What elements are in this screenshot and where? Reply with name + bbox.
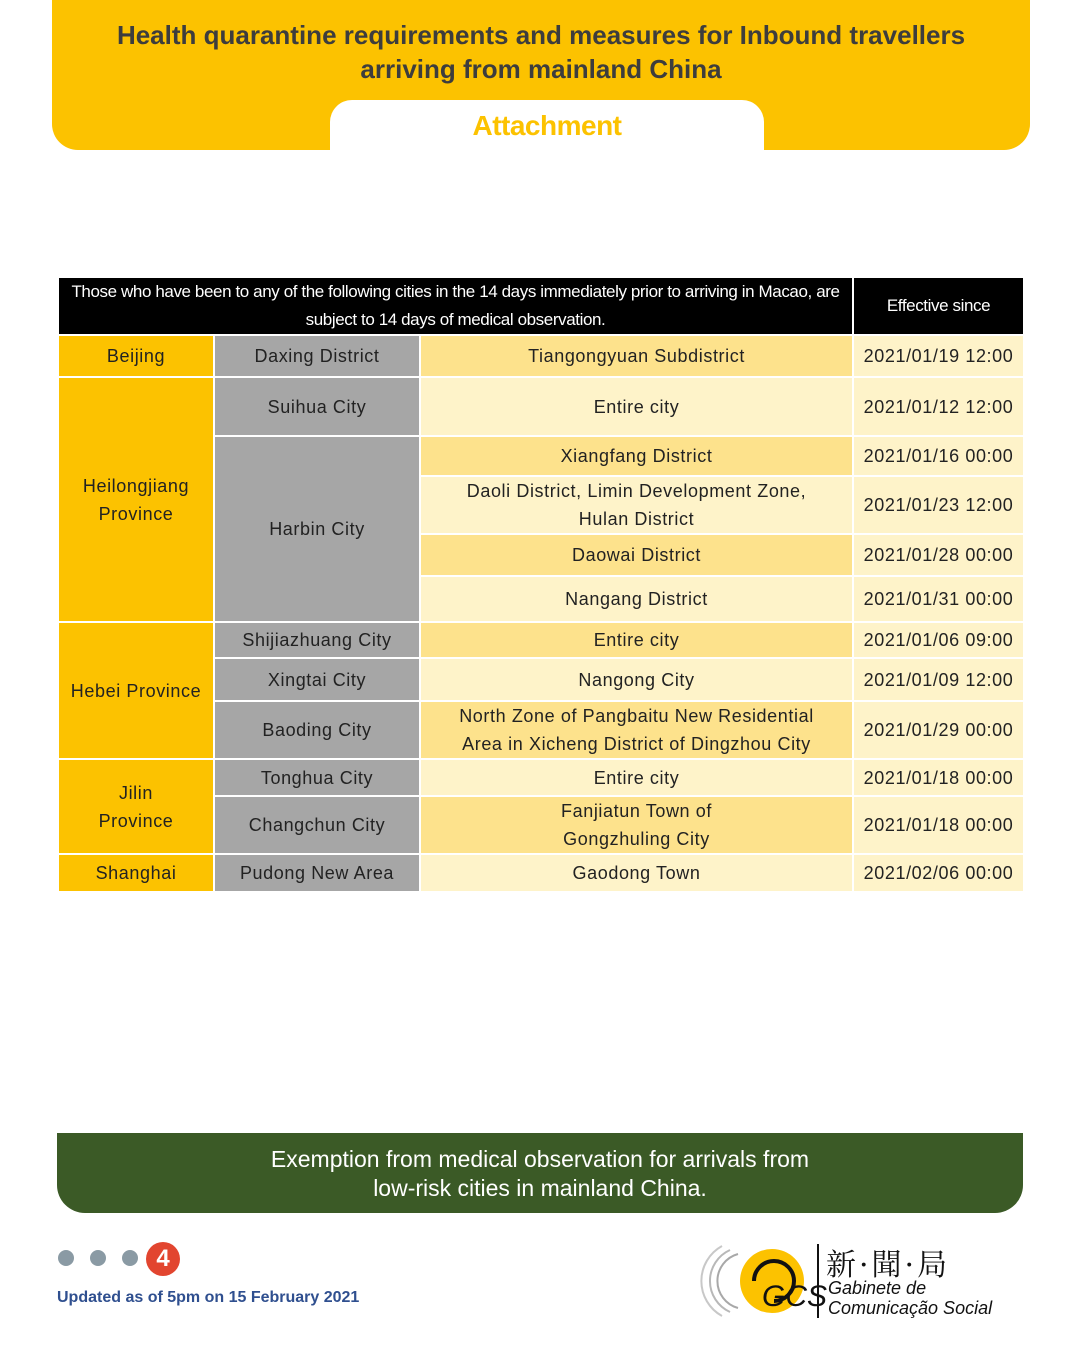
city-cell: Xingtai City: [214, 658, 420, 701]
table-header-row: [58, 277, 1024, 335]
updated-note: Updated as of 5pm on 15 February 2021: [57, 1289, 360, 1306]
area-line-1: Fanjiatun Town of: [561, 801, 712, 821]
effective-cell: 2021/01/28 00:00: [853, 534, 1024, 576]
attachment-label: Attachment: [472, 110, 622, 141]
area-cell: [420, 701, 853, 759]
area-line-2: Area in Xicheng District of Dingzhou City: [462, 734, 811, 754]
effective-cell: 2021/02/06 00:00: [853, 854, 1024, 892]
effective-cell: 2021/01/23 12:00: [853, 476, 1024, 534]
exemption-line-2: low-risk cities in mainland China.: [373, 1175, 707, 1201]
province-line-1: Jilin: [118, 782, 153, 803]
effective-cell: 2021/01/09 12:00: [853, 658, 1024, 701]
city-cell: Suihua City: [214, 377, 420, 436]
city-cell: Shijiazhuang City: [214, 622, 420, 658]
effective-cell: 2021/01/31 00:00: [853, 576, 1024, 622]
logo-abbr: GCS: [762, 1280, 828, 1313]
province-line-2: Province: [98, 503, 174, 524]
area-cell: Entire city: [420, 759, 853, 796]
effective-cell: 2021/01/29 00:00: [853, 701, 1024, 759]
area-line-1: North Zone of Pangbaitu New Residential: [459, 706, 814, 726]
logo-pt-line-1: Gabinete de: [828, 1278, 927, 1298]
province-cell: Beijing: [58, 335, 214, 377]
area-cell: Xiangfang District: [420, 436, 853, 476]
province-cell: Shanghai: [58, 854, 214, 892]
logo-portuguese: [828, 1278, 992, 1318]
area-line-2: Hulan District: [578, 509, 695, 529]
effective-cell: 2021/01/18 00:00: [853, 796, 1024, 854]
province-cell: [58, 377, 214, 622]
exemption-banner[interactable]: [57, 1133, 1023, 1213]
province-line-1: Heilongjiang: [82, 475, 190, 496]
logo-pt-line-2: Comunicação Social: [828, 1298, 993, 1318]
area-cell: Tiangongyuan Subdistrict: [420, 335, 853, 377]
area-cell: Daowai District: [420, 534, 853, 576]
city-cell: Pudong New Area: [214, 854, 420, 892]
effective-cell: 2021/01/12 12:00: [853, 377, 1024, 436]
table-row: [58, 854, 1024, 892]
page-dot-2[interactable]: [90, 1250, 106, 1266]
area-cell: Nangong City: [420, 658, 853, 701]
effective-cell: 2021/01/16 00:00: [853, 436, 1024, 476]
province-line-2: Province: [98, 810, 174, 831]
city-cell: Harbin City: [214, 436, 420, 622]
area-cell: [420, 796, 853, 854]
city-cell: Tonghua City: [214, 759, 420, 796]
effective-cell: 2021/01/06 09:00: [853, 622, 1024, 658]
city-cell: Daxing District: [214, 335, 420, 377]
area-cell: Nangang District: [420, 576, 853, 622]
province-cell: [58, 759, 214, 854]
province-cell: Hebei Province: [58, 622, 214, 759]
table-row: [58, 622, 1024, 658]
table-row: [58, 759, 1024, 796]
exemption-line-1: Exemption from medical observation for arrivals from: [270, 1146, 810, 1172]
title-line-2: arriving from mainland China: [360, 54, 722, 84]
effective-cell: 2021/01/19 12:00: [853, 335, 1024, 377]
table-row: [58, 377, 1024, 436]
page-title: [52, 18, 1030, 86]
area-line-1: Daoli District, Limin Development Zone,: [466, 481, 807, 501]
table-header-effective: Effective since: [853, 277, 1024, 335]
area-cell: Entire city: [420, 377, 853, 436]
exemption-text: [57, 1145, 1023, 1203]
area-cell: [420, 476, 853, 534]
page-dot-1[interactable]: [58, 1250, 74, 1266]
effective-cell: 2021/01/18 00:00: [853, 759, 1024, 796]
city-cell: Baoding City: [214, 701, 420, 759]
quarantine-table: [57, 276, 1025, 893]
attachment-tab: [330, 100, 764, 152]
area-line-2: Gongzhuling City: [563, 829, 710, 849]
page-number-badge: 4: [146, 1242, 180, 1276]
table-row: [58, 335, 1024, 377]
table-header-main: Those who have been to any of the following cities in the 14 days immediately prior to arriving in Macao, are subject to 14 days of medical observation.: [58, 277, 853, 335]
title-line-1: Health quarantine requirements and measures for Inbound travellers: [116, 20, 966, 50]
area-cell: Gaodong Town: [420, 854, 853, 892]
area-cell: Entire city: [420, 622, 853, 658]
logo-chinese: 新·聞·局: [826, 1248, 951, 1283]
page-dot-3[interactable]: [122, 1250, 138, 1266]
city-cell: Changchun City: [214, 796, 420, 854]
